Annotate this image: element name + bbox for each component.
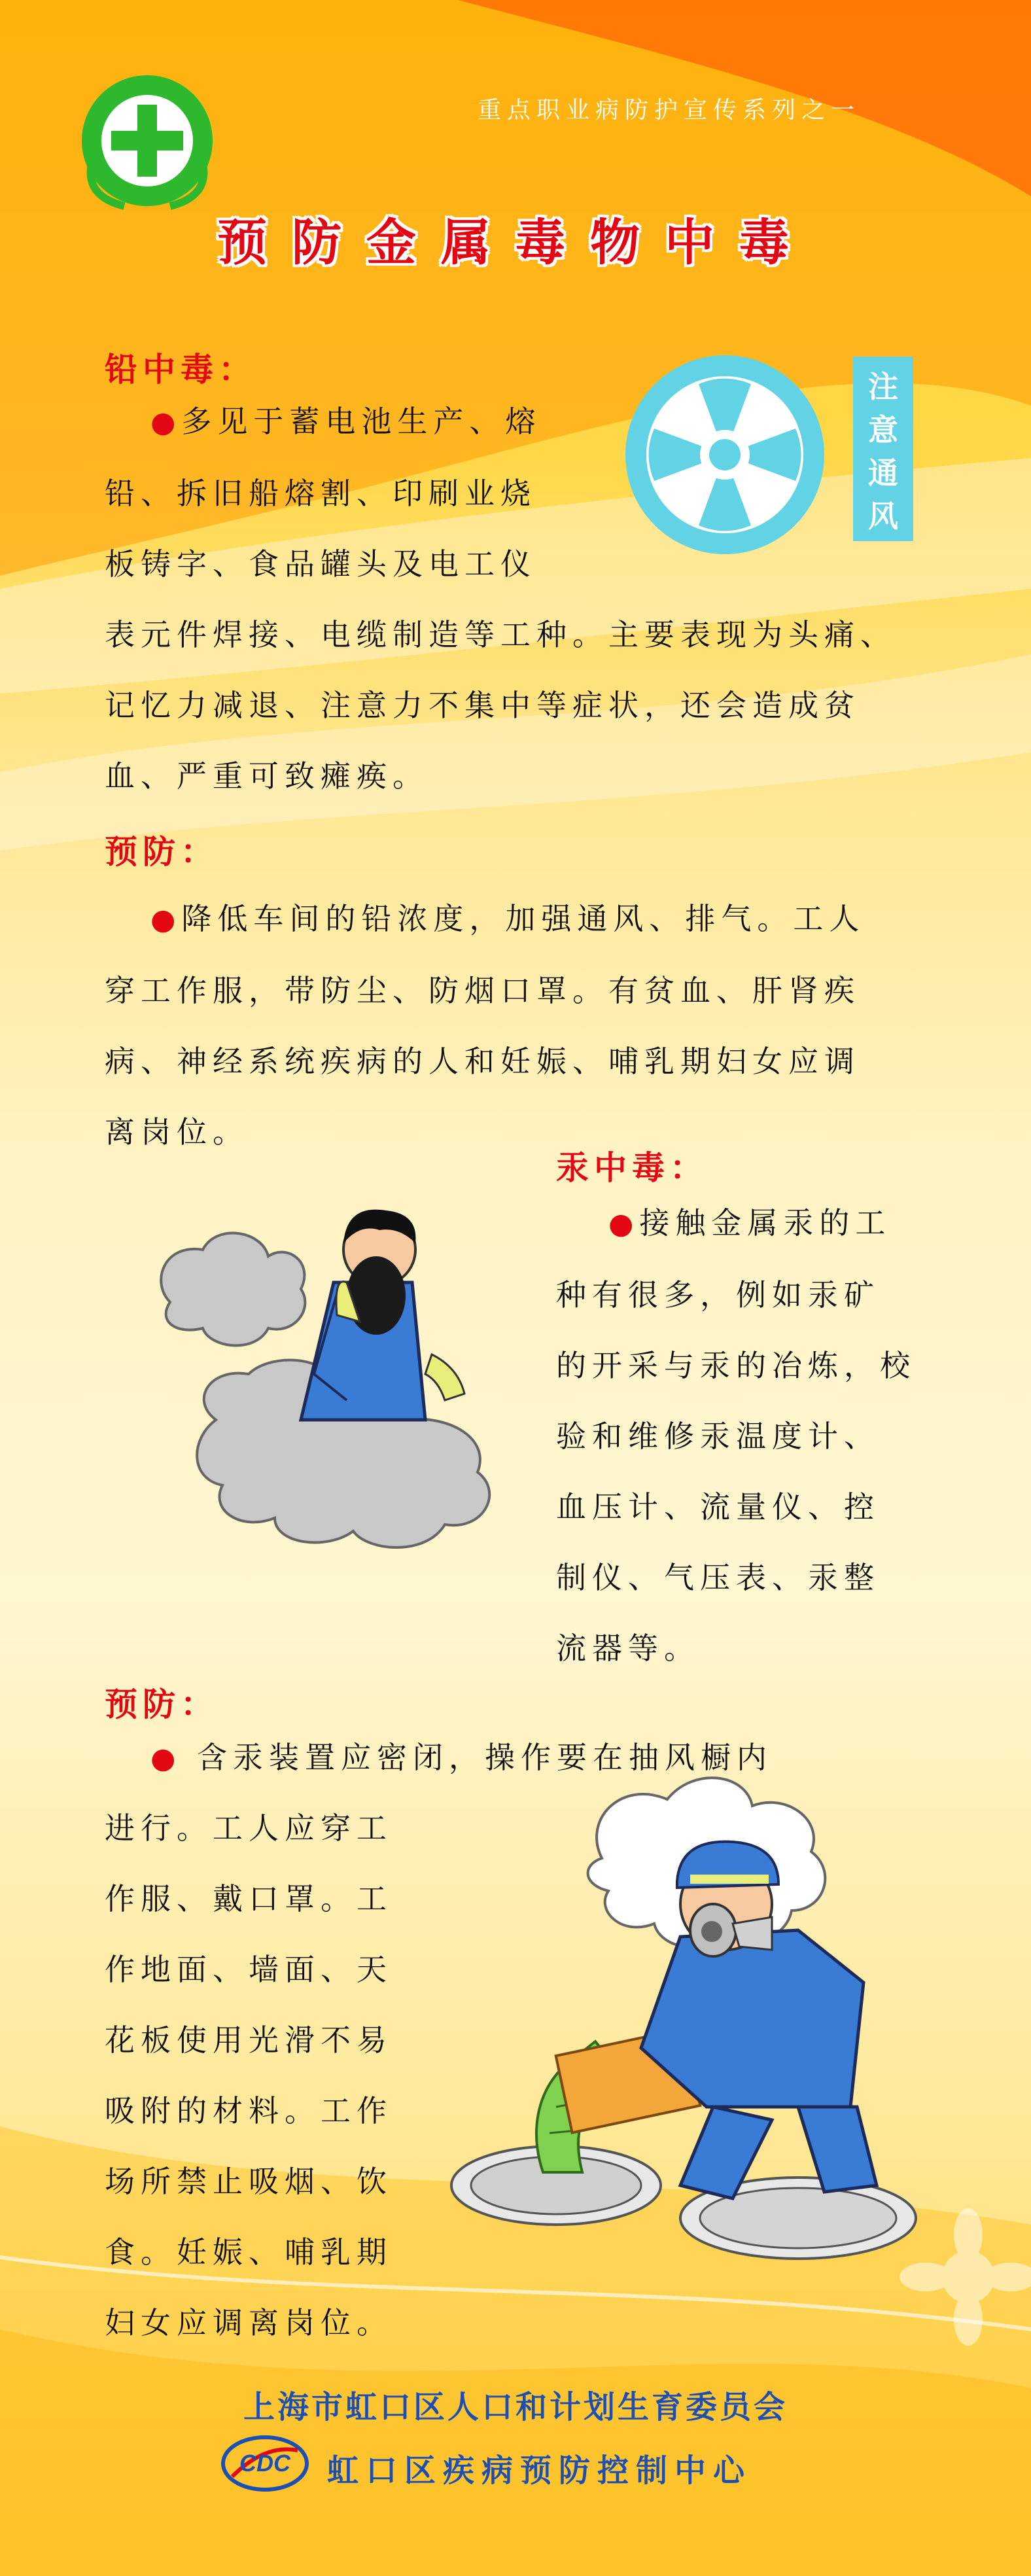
bullet-dot: ● xyxy=(150,406,182,439)
organization-name-1: 上海市虹口区人口和计划生育委员会 xyxy=(243,2389,788,2426)
lead-line: 铅、拆旧船熔割、印刷业烧 xyxy=(105,476,536,511)
notice-char: 意 xyxy=(868,412,898,448)
mercury-prevention-body xyxy=(105,1793,445,2358)
fan-icon xyxy=(620,350,830,559)
notice-char: 通 xyxy=(868,455,898,491)
mercury-heading: 汞中毒： xyxy=(556,1149,708,1187)
respirator-worker-illustration xyxy=(432,1767,968,2290)
lead-line: 血、严重可致瘫痪。 xyxy=(105,758,428,794)
prevention-line: 穿工作服，带防尘、防烟口罩。有贫血、肝肾疾 xyxy=(105,973,860,1008)
prevention-line: 含汞装置应密闭，操作要在抽风橱内 xyxy=(197,1740,773,1775)
mercury-line: 流器等。 xyxy=(556,1631,700,1666)
series-text: 重点职业病防护宣传系列之一 xyxy=(478,97,861,124)
organization-name-2: 虹口区疾病预防控制中心 xyxy=(327,2452,752,2489)
lead-heading: 铅中毒： xyxy=(105,351,256,389)
lead-line: 表元件焊接、电缆制造等工种。主要表现为头痛、 xyxy=(105,617,896,652)
notice-char: 风 xyxy=(868,499,898,534)
prevention-line: 吸附的材料。工作 xyxy=(105,2093,393,2128)
prevention-line: 作地面、墙面、天 xyxy=(105,1952,393,1987)
smoke-worker-illustration xyxy=(150,1204,536,1583)
cdc-logo-text: CDC xyxy=(239,2450,290,2477)
mercury-prevention-heading: 预防： xyxy=(105,1685,218,1723)
lead-prevention-body xyxy=(105,883,955,1167)
prevention-line: 进行。工人应穿工 xyxy=(105,1810,393,1846)
prevention-line: 妇女应调离岗位。 xyxy=(105,2305,393,2340)
lead-line: 多见于蓄电池生产、熔 xyxy=(181,404,542,439)
mercury-line: 血压计、流量仪、控 xyxy=(556,1489,880,1525)
prevention-line: 离岗位。 xyxy=(105,1114,249,1150)
mercury-line: 种有很多，例如汞矿 xyxy=(556,1277,880,1313)
mercury-body xyxy=(556,1188,962,1684)
bullet-dot: ● xyxy=(150,903,182,936)
bullet-dot: ● xyxy=(608,1207,640,1241)
ventilation-notice-sign xyxy=(853,357,913,541)
safety-logo-icon xyxy=(72,65,222,216)
lead-line: 记忆力减退、注意力不集中等症状，还会造成贫 xyxy=(105,688,860,723)
prevention-line: 病、神经系统疾病的人和妊娠、哺乳期妇女应调 xyxy=(105,1044,860,1079)
lead-line: 板铸字、食品罐头及电工仪 xyxy=(105,546,536,582)
page-title: 预防金属毒物中毒 xyxy=(217,213,814,272)
prevention-line: 食。妊娠、哺乳期 xyxy=(105,2234,393,2270)
prevention-line: 场所禁止吸烟、饮 xyxy=(105,2164,393,2199)
mercury-line: 的开采与汞的冶炼，校 xyxy=(556,1348,916,1383)
mercury-line: 验和维修汞温度计、 xyxy=(556,1419,880,1454)
prevention-line: 降低车间的铅浓度，加强通风、排气。工人 xyxy=(181,901,865,936)
bullet-dot: ● xyxy=(150,1742,182,1775)
prevention-line: 作服、戴口罩。工 xyxy=(105,1881,393,1916)
cdc-logo-icon xyxy=(219,2431,311,2496)
prevention-line: 花板使用光滑不易 xyxy=(105,2022,393,2058)
notice-char: 注 xyxy=(868,369,898,404)
mercury-line: 接触金属汞的工 xyxy=(639,1205,892,1241)
mercury-line: 制仪、气压表、汞整 xyxy=(556,1560,880,1595)
lead-prevention-heading: 预防： xyxy=(105,833,218,871)
